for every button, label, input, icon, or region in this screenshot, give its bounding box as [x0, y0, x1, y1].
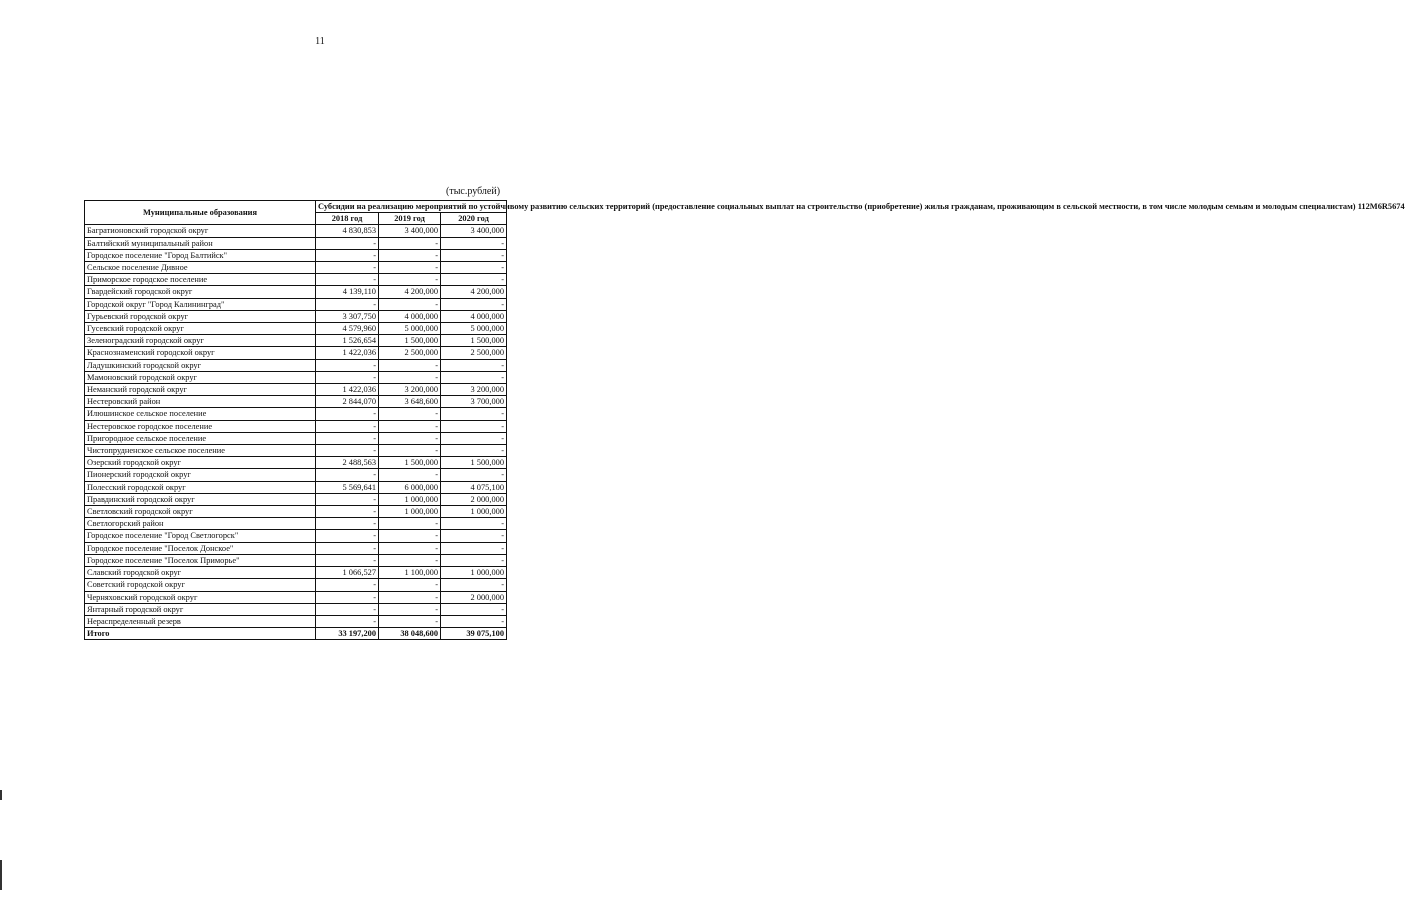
value-2020-cell: 1 500,000 [441, 457, 507, 469]
municipality-cell: Зеленоградский городской округ [85, 335, 316, 347]
value-2018-cell: - [316, 445, 379, 457]
value-2019-cell: 1 100,000 [379, 567, 441, 579]
value-2020-cell: 4 075,100 [441, 481, 507, 493]
subsidy-table [84, 200, 1405, 640]
municipality-cell: Полесский городской округ [85, 481, 316, 493]
value-2019-cell: 1 000,000 [379, 493, 441, 505]
value-2019-cell: - [379, 530, 441, 542]
page-edge-mark [0, 790, 2, 800]
table-row [85, 518, 507, 530]
value-2020-cell: - [441, 530, 507, 542]
municipality-cell: Черняховский городской округ [85, 591, 316, 603]
value-2018-cell: - [316, 530, 379, 542]
value-2020-cell: - [441, 359, 507, 371]
table-row [85, 420, 507, 432]
value-2019-cell: 4 200,000 [379, 286, 441, 298]
value-2020-cell: - [441, 420, 507, 432]
value-2020-cell: - [441, 603, 507, 615]
value-2018-cell: 2 488,563 [316, 457, 379, 469]
value-2018-cell: - [316, 237, 379, 249]
value-2018-cell: 33 197,200 [316, 628, 379, 640]
header-municipality: Муниципальные образования [85, 201, 316, 225]
table-row [85, 396, 507, 408]
value-2019-cell: - [379, 432, 441, 444]
value-2019-cell: - [379, 445, 441, 457]
value-2018-cell: - [316, 371, 379, 383]
value-2019-cell: 3 648,600 [379, 396, 441, 408]
table-row [85, 274, 507, 286]
table-row [85, 530, 507, 542]
value-2018-cell: 2 844,070 [316, 396, 379, 408]
value-2018-cell: - [316, 506, 379, 518]
table-row [85, 481, 507, 493]
municipality-cell: Городское поселение "Поселок Приморье" [85, 554, 316, 566]
table-row [85, 323, 507, 335]
value-2020-cell: - [441, 298, 507, 310]
table-row [85, 225, 507, 237]
value-2020-cell: 2 000,000 [441, 591, 507, 603]
value-2018-cell: - [316, 249, 379, 261]
value-2020-cell: - [441, 615, 507, 627]
value-2018-cell: - [316, 262, 379, 274]
value-2019-cell: 5 000,000 [379, 323, 441, 335]
table-row [85, 310, 507, 322]
value-2019-cell: - [379, 262, 441, 274]
value-2019-cell: - [379, 359, 441, 371]
value-2020-cell: 5 000,000 [441, 323, 507, 335]
table-row [85, 359, 507, 371]
value-2020-cell: 3 400,000 [441, 225, 507, 237]
value-2019-cell: 3 200,000 [379, 384, 441, 396]
value-2020-cell: 1 000,000 [441, 567, 507, 579]
page-edge-mark [0, 860, 2, 890]
municipality-cell: Гвардейский городской округ [85, 286, 316, 298]
municipality-cell: Приморское городское поселение [85, 274, 316, 286]
value-2020-cell: - [441, 371, 507, 383]
header-subsidy: Субсидии на реализацию мероприятий по устойчивому развитию сельских территорий (предоставление социальных выплат на строительство (приобретение) жилья гражданам, проживающим в сельской местности, в том числе молодым семьям и молодым специалистам) 112М6R5674 [316, 201, 507, 213]
value-2018-cell: - [316, 591, 379, 603]
value-2018-cell: 4 579,960 [316, 323, 379, 335]
municipality-cell: Илюшинское сельское поселение [85, 408, 316, 420]
value-2020-cell: - [441, 237, 507, 249]
value-2019-cell: 38 048,600 [379, 628, 441, 640]
value-2018-cell: - [316, 603, 379, 615]
table-body [85, 225, 507, 640]
value-2020-cell: 3 700,000 [441, 396, 507, 408]
municipality-cell: Чистопрудненское сельское поселение [85, 445, 316, 457]
municipality-cell: Славский городской округ [85, 567, 316, 579]
value-2020-cell: 2 000,000 [441, 493, 507, 505]
municipality-cell: Нераспределенный резерв [85, 615, 316, 627]
value-2019-cell: 1 500,000 [379, 457, 441, 469]
table-row [85, 371, 507, 383]
municipality-cell: Гурьевский городской округ [85, 310, 316, 322]
municipality-cell: Городское поселение "Поселок Донское" [85, 542, 316, 554]
municipality-cell: Советский городской округ [85, 579, 316, 591]
value-2019-cell: - [379, 591, 441, 603]
value-2018-cell: 5 569,641 [316, 481, 379, 493]
value-2020-cell: 3 200,000 [441, 384, 507, 396]
table-row [85, 603, 507, 615]
value-2018-cell: - [316, 615, 379, 627]
value-2019-cell: - [379, 554, 441, 566]
value-2019-cell: - [379, 371, 441, 383]
table-row [85, 591, 507, 603]
units-label: (тыс.рублей) [446, 186, 501, 197]
value-2019-cell: - [379, 603, 441, 615]
header-year-2020: 2020 год [441, 213, 507, 225]
value-2018-cell: - [316, 432, 379, 444]
total-row [85, 628, 507, 640]
table-row [85, 554, 507, 566]
value-2020-cell: 4 200,000 [441, 286, 507, 298]
value-2019-cell: - [379, 469, 441, 481]
value-2020-cell: 1 500,000 [441, 335, 507, 347]
municipality-cell: Озерский городской округ [85, 457, 316, 469]
municipality-cell: Нестеровское городское поселение [85, 420, 316, 432]
value-2020-cell: - [441, 469, 507, 481]
municipality-cell: Нестеровский район [85, 396, 316, 408]
value-2020-cell: - [441, 518, 507, 530]
value-2020-cell: - [441, 554, 507, 566]
table-row [85, 249, 507, 261]
municipality-cell: Мамоновский городской округ [85, 371, 316, 383]
value-2018-cell: - [316, 274, 379, 286]
value-2020-cell: 2 500,000 [441, 347, 507, 359]
municipality-cell: Итого [85, 628, 316, 640]
municipality-cell: Светлогорский район [85, 518, 316, 530]
municipality-cell: Балтийский муниципальный район [85, 237, 316, 249]
value-2018-cell: - [316, 359, 379, 371]
table-row [85, 615, 507, 627]
value-2019-cell: 2 500,000 [379, 347, 441, 359]
value-2020-cell: - [441, 445, 507, 457]
value-2018-cell: - [316, 554, 379, 566]
value-2019-cell: - [379, 237, 441, 249]
table-row [85, 335, 507, 347]
value-2019-cell: - [379, 542, 441, 554]
value-2020-cell: - [441, 408, 507, 420]
value-2020-cell: 39 075,100 [441, 628, 507, 640]
municipality-cell: Янтарный городской округ [85, 603, 316, 615]
value-2019-cell: - [379, 579, 441, 591]
value-2019-cell: - [379, 518, 441, 530]
municipality-cell: Сельское поселение Дивное [85, 262, 316, 274]
value-2018-cell: - [316, 493, 379, 505]
table-row [85, 493, 507, 505]
table-row [85, 579, 507, 591]
value-2019-cell: 1 000,000 [379, 506, 441, 518]
value-2018-cell: 1 422,036 [316, 384, 379, 396]
table-row [85, 469, 507, 481]
municipality-cell: Краснознаменский городской округ [85, 347, 316, 359]
value-2020-cell: - [441, 542, 507, 554]
value-2019-cell: - [379, 274, 441, 286]
value-2018-cell: - [316, 518, 379, 530]
municipality-cell: Пионерский городской округ [85, 469, 316, 481]
value-2019-cell: 6 000,000 [379, 481, 441, 493]
value-2020-cell: - [441, 262, 507, 274]
table-row [85, 445, 507, 457]
table-row [85, 457, 507, 469]
table-row [85, 298, 507, 310]
table-row [85, 384, 507, 396]
value-2018-cell: 3 307,750 [316, 310, 379, 322]
table-row [85, 506, 507, 518]
municipality-cell: Ладушкинский городской округ [85, 359, 316, 371]
table-row [85, 237, 507, 249]
table-row [85, 542, 507, 554]
value-2019-cell: - [379, 420, 441, 432]
municipality-cell: Правдинский городской округ [85, 493, 316, 505]
value-2018-cell: 1 526,654 [316, 335, 379, 347]
value-2019-cell: - [379, 298, 441, 310]
value-2020-cell: - [441, 432, 507, 444]
value-2018-cell: - [316, 298, 379, 310]
municipality-cell: Гусевский городской округ [85, 323, 316, 335]
value-2018-cell: - [316, 408, 379, 420]
value-2019-cell: 4 000,000 [379, 310, 441, 322]
municipality-cell: Пригородное сельское поселение [85, 432, 316, 444]
table-row [85, 347, 507, 359]
header-year-2019: 2019 год [379, 213, 441, 225]
header-year-2018: 2018 год [316, 213, 379, 225]
municipality-cell: Городское поселение "Город Балтийск" [85, 249, 316, 261]
value-2018-cell: 1 066,527 [316, 567, 379, 579]
table-row [85, 408, 507, 420]
value-2019-cell: 3 400,000 [379, 225, 441, 237]
value-2020-cell: - [441, 274, 507, 286]
table-row [85, 567, 507, 579]
municipality-cell: Городской округ "Город Калининград" [85, 298, 316, 310]
value-2020-cell: - [441, 249, 507, 261]
municipality-cell: Багратионовский городской округ [85, 225, 316, 237]
value-2019-cell: - [379, 249, 441, 261]
value-2018-cell: - [316, 420, 379, 432]
value-2019-cell: 1 500,000 [379, 335, 441, 347]
value-2018-cell: - [316, 579, 379, 591]
value-2019-cell: - [379, 615, 441, 627]
table-row [85, 432, 507, 444]
value-2018-cell: 1 422,036 [316, 347, 379, 359]
table-row [85, 286, 507, 298]
table-row [85, 262, 507, 274]
value-2020-cell: - [441, 579, 507, 591]
value-2018-cell: 4 830,853 [316, 225, 379, 237]
value-2018-cell: - [316, 469, 379, 481]
value-2020-cell: 4 000,000 [441, 310, 507, 322]
page-number: 11 [315, 36, 325, 47]
municipality-cell: Неманский городской округ [85, 384, 316, 396]
value-2019-cell: - [379, 408, 441, 420]
value-2018-cell: - [316, 542, 379, 554]
value-2018-cell: 4 139,110 [316, 286, 379, 298]
value-2020-cell: 1 000,000 [441, 506, 507, 518]
municipality-cell: Светловский городской округ [85, 506, 316, 518]
municipality-cell: Городское поселение "Город Светлогорск" [85, 530, 316, 542]
